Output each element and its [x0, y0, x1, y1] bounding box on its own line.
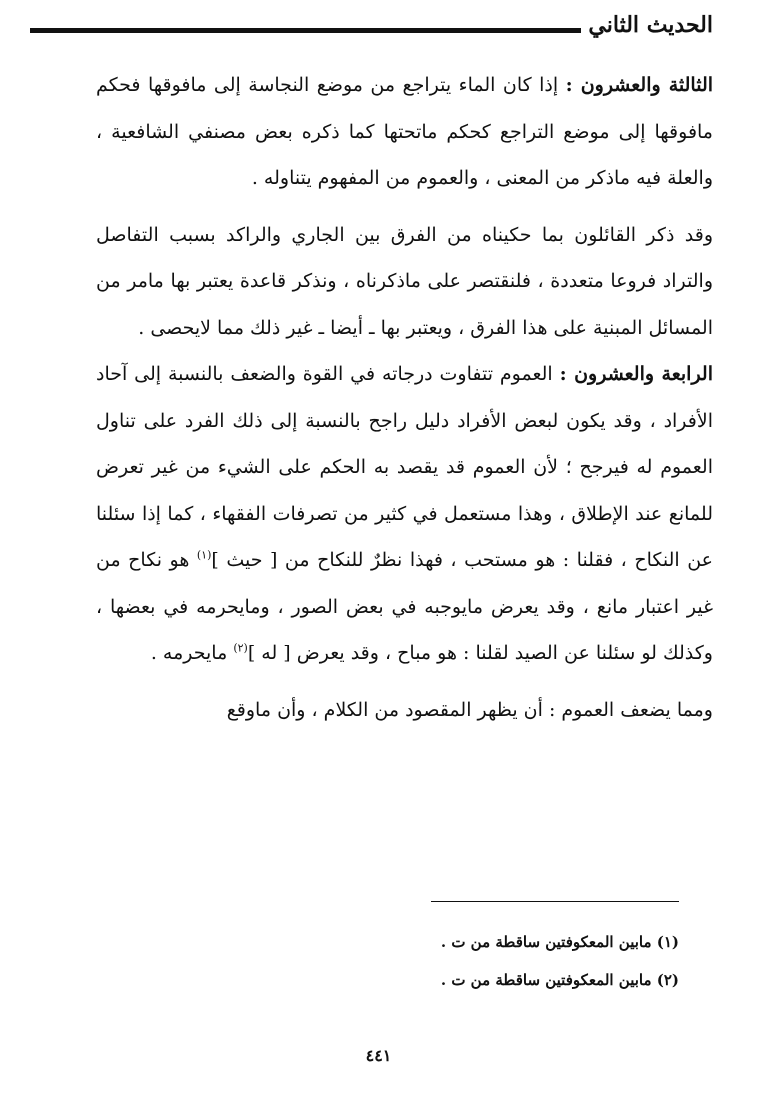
paragraph-23: [96, 62, 713, 202]
paragraph-text: إذا كان الماء يتراجع من موضع النجاسة إلى مافوقها فحكم مافوقها إلى موضع التراجع كحكم ماتحتها كما ذكره بعض مصنفي الشافعية ، والعلة فيه ماذكر من المعنى ، والعموم من المفهوم يتناوله .: [96, 74, 713, 189]
paragraph-lead: الرابعة والعشرون :: [559, 363, 713, 385]
footnotes: [96, 923, 679, 999]
paragraph-text: ومما يضعف العموم : أن يظهر المقصود من الكلام ، وأن ماوقع: [226, 698, 713, 721]
footnote-divider: [431, 901, 679, 902]
body-text: [96, 62, 713, 733]
footnote-ref: (٢): [233, 641, 248, 655]
paragraph-rule-note: [96, 212, 713, 352]
paragraph-24: [96, 351, 713, 677]
footnote-ref: (١): [196, 548, 212, 562]
page-number: ٤٤١: [365, 1046, 392, 1065]
paragraph-weakening: [96, 687, 713, 734]
footnote: (٢) مابين المعكوفتين ساقطة من ت .: [440, 971, 679, 989]
paragraph-lead: الثالثة والعشرون :: [565, 74, 714, 96]
running-header: [30, 6, 713, 52]
paragraph-text: وقد ذكر القائلون بما حكيناه من الفرق بين الجاري والراكد بسبب التفاصل والتراد فروعا متعددة ، فلنقتصر على ماذكرناه ، ونذكر قاعدة يعتبر بها مامر من المسائل المبنية على هذا الفرق ، ويعتبر بها ـ أيضا ـ غير ذلك مما لايحصى .: [96, 223, 714, 339]
paragraph-text: مايحرمه .: [150, 642, 234, 664]
header-rule: [30, 28, 581, 33]
footnote: (١) مابين المعكوفتين ساقطة من ت .: [440, 933, 679, 951]
paragraph-text: العموم تتفاوت درجاته في القوة والضعف بالنسبة إلى آحاد الأفراد ، وقد يكون لبعض الأفراد دليل راجح بالنسبة إلى ذلك الفرد على تناول العموم له فيرجح ؛ لأن العموم قد يقصد به الحكم على الشيء من غير تعرض للمانع عند الإطلاق ، وهذا مستعمل في كثير من تصرفات الفقهاء ، كما إذا سئلنا عن النكاح ، فقلنا : هو مستحب ، فهذا نظرٌ للنكاح من [ حيث ]: [96, 363, 713, 571]
page-title: الحديث الثاني: [588, 12, 713, 38]
paragraph-text: هو نكاح من غير اعتبار مانع ، وقد يعرض مايوجبه في بعض الصور ، ومايحرمه في بعضها ، وكذلك لو سئلنا عن الصيد لقلنا : هو مباح ، وقد يعرض [ له ]: [96, 549, 713, 664]
